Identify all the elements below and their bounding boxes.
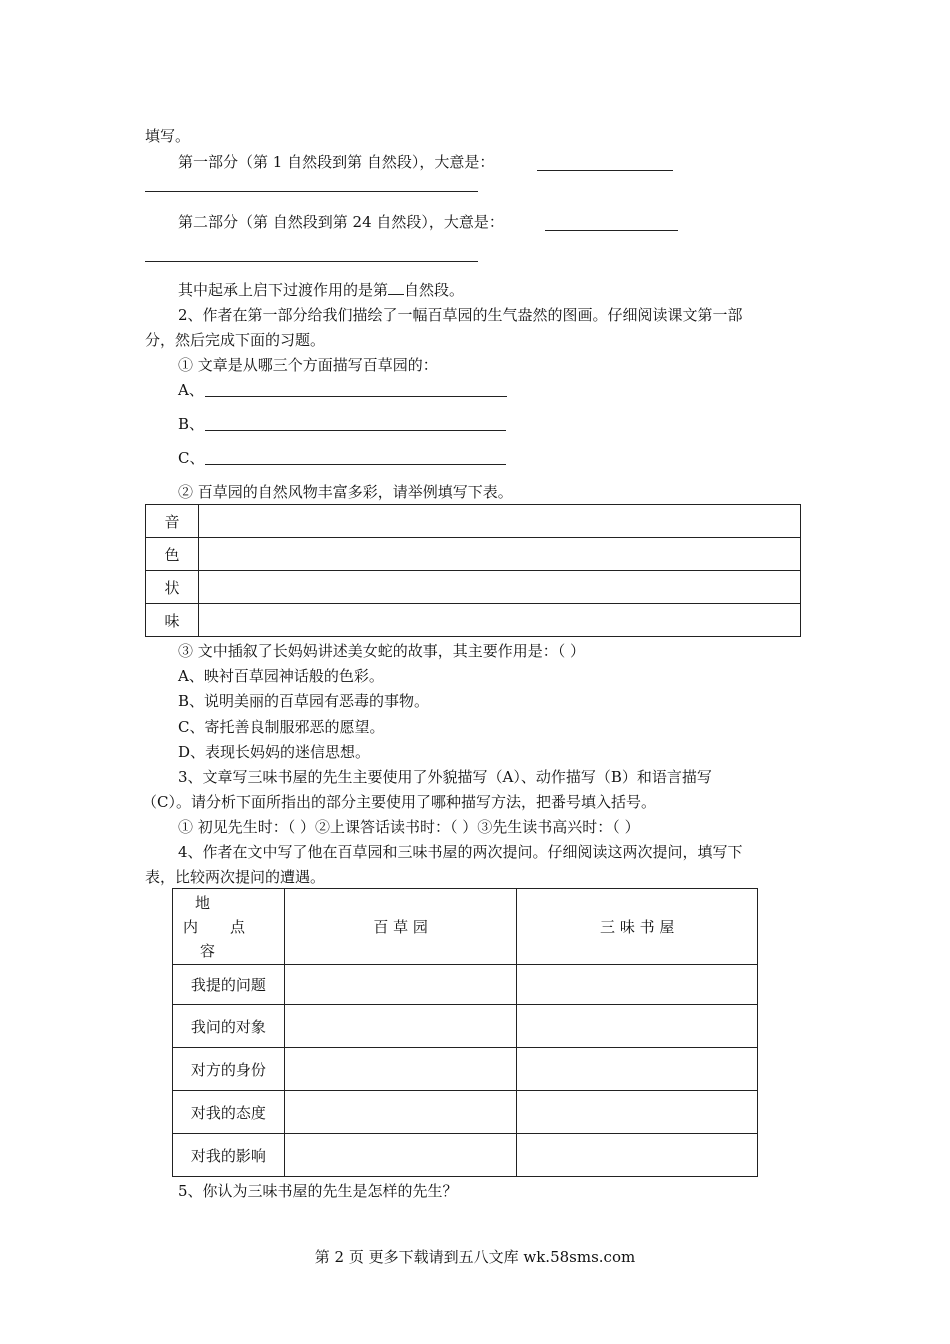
question-3: 3、文章写三味书屋的先生主要使用了外貌描写（A）、动作描写（B）和语言描写 [178,768,712,786]
text-fragment: 其中起承上启下过渡作用的是第 [178,281,389,299]
answer-cell[interactable] [284,1134,517,1177]
header-di: 地 [195,893,211,912]
part-one-label: 第一部分（第 1 自然段到第 自然段），大意是： [178,153,495,171]
answer-cell[interactable] [517,1005,758,1048]
row-label: 音 [146,505,199,538]
row-label: 味 [146,604,199,637]
answer-blank[interactable] [205,464,506,465]
answer-cell[interactable] [284,1048,517,1091]
answer-cell[interactable] [199,505,801,538]
sub-question-3: ③ 文中插叙了长妈妈讲述美女蛇的故事，其主要作用是：（ ） [178,642,586,660]
answer-blank[interactable] [388,280,404,295]
answer-cell[interactable] [517,1091,758,1134]
text-line: 填写。 [145,127,191,145]
answer-cell[interactable] [517,965,758,1005]
answer-blank[interactable] [145,261,478,262]
option-b-label: B、 [178,415,205,433]
choice-c: C、寄托善良制服邪恶的愿望。 [178,718,385,736]
sub-question-2: ② 百草园的自然风物丰富多彩，请举例填写下表。 [178,483,513,501]
question-5: 5、你认为三味书屋的先生是怎样的先生？ [178,1182,458,1200]
choice-b: B、说明美丽的百草园有恶毒的事物。 [178,692,430,710]
answer-cell[interactable] [199,538,801,571]
text-line: 表，比较两次提问的遭遇。 [145,868,326,886]
row-label: 色 [146,538,199,571]
column-header-sanweishuwu: 三 味 书 屋 [517,889,758,965]
choice-a: A、映衬百草园神话般的色彩。 [178,667,384,685]
text-fragment: 自然段。 [404,281,465,299]
answer-cell[interactable] [517,1048,758,1091]
answer-cell[interactable] [284,1005,517,1048]
answer-cell[interactable] [199,604,801,637]
answer-blank[interactable] [545,230,678,231]
description-blanks: ① 初见先生时：（ ）②上课答话读书时：（ ）③先生读书高兴时：（ ） [178,818,640,836]
row-label: 状 [146,571,199,604]
answer-blank[interactable] [205,430,506,431]
header-nei: 内 [183,917,199,936]
diagonal-header-cell [173,889,285,965]
transition-question [178,280,464,300]
option-c-label: C、 [178,449,205,467]
choice-d: D、表现长妈妈的迷信思想。 [178,743,371,761]
row-label: 对方的身份 [173,1048,285,1091]
answer-blank[interactable] [537,170,673,171]
text-line: 分，然后完成下面的习题。 [145,331,326,349]
answer-cell[interactable] [199,571,801,604]
row-label: 我提的问题 [173,965,285,1005]
row-label: 对我的影响 [173,1134,285,1177]
header-rong: 容 [200,941,216,960]
header-dian: 点 [230,917,246,936]
sub-question-1: ① 文章是从哪三个方面描写百草园的： [178,356,438,374]
answer-cell[interactable] [284,965,517,1005]
option-a-label: A、 [178,381,204,399]
nature-table [145,504,801,637]
question-4: 4、作者在文中写了他在百草园和三味书屋的两次提问。仔细阅读这两次提问，填写下 [178,843,743,861]
answer-blank[interactable] [145,191,478,192]
page-footer: 第 2 页 更多下载请到五八文库 wk.58sms.com [314,1248,636,1266]
answer-cell[interactable] [517,1134,758,1177]
row-label: 我问的对象 [173,1005,285,1048]
column-header-baicaoyuan: 百 草 园 [284,889,517,965]
text-line: （C）。请分析下面所指出的部分主要使用了哪种描写方法，把番号填入括号。 [142,793,656,811]
answer-blank[interactable] [205,396,507,397]
row-label: 对我的态度 [173,1091,285,1134]
question-2: 2、作者在第一部分给我们描绘了一幅百草园的生气盎然的图画。仔细阅读课文第一部 [178,306,743,324]
answer-cell[interactable] [284,1091,517,1134]
part-two-label: 第二部分（第 自然段到第 24 自然段），大意是： [178,213,504,231]
comparison-table [172,888,758,1177]
